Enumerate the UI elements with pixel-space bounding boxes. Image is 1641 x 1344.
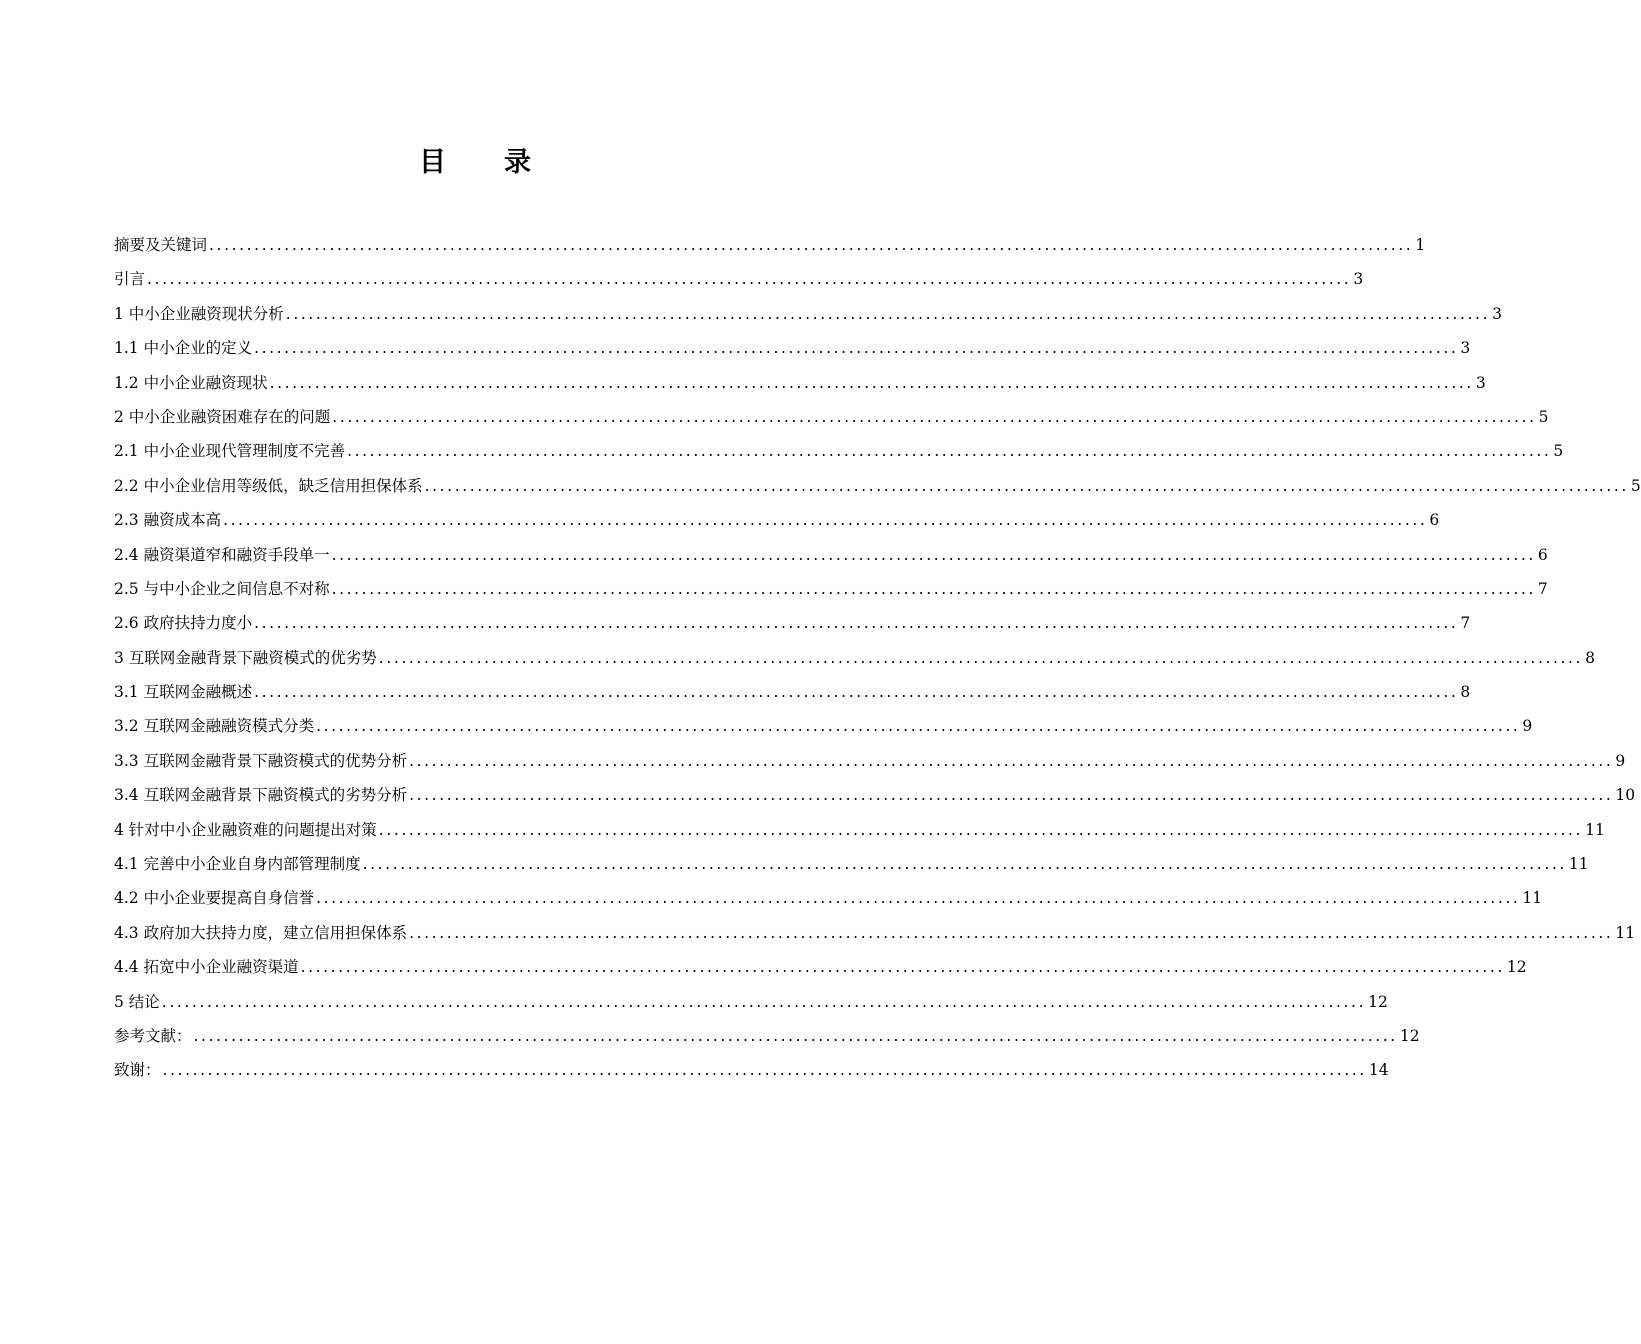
toc-entry-label: 2 中小企业融资困难存在的问题: [114, 407, 331, 426]
toc-entry-page-number: 5: [1553, 442, 1564, 461]
toc-entry-label: 2.3 融资成本高: [114, 511, 222, 530]
toc-entry-leader: ................................................................................................................................................................: [378, 820, 1584, 839]
toc-entry-page-number: 14: [1368, 1061, 1389, 1080]
toc-entry-label: 2.6 政府扶持力度小: [114, 614, 253, 633]
toc-entry-leader: ................................................................................................................................................................: [332, 407, 1537, 426]
toc-entry[interactable]: [114, 648, 1595, 682]
toc-title-char-1: 目: [419, 147, 446, 178]
toc-entry-leader: ................................................................................................................................................................: [162, 1061, 1367, 1080]
toc-entry-page-number: 10: [1615, 786, 1636, 805]
toc-entry-label: 4.4 拓宽中小企业融资渠道: [114, 958, 299, 977]
toc-entry-page-number: 6: [1429, 511, 1440, 530]
toc-entry-page-number: 1: [1415, 236, 1426, 254]
toc-entry[interactable]: [114, 820, 1605, 854]
toc-entry-page-number: 11: [1585, 820, 1605, 839]
toc-entry-label: 3.1 互联网金融概述: [114, 683, 253, 702]
toc-entry[interactable]: [114, 579, 1548, 613]
toc-entry-label: 1 中小企业融资现状分析: [114, 304, 284, 323]
toc-entry[interactable]: [114, 613, 1471, 647]
toc-entry-label: 2.5 与中小企业之间信息不对称: [114, 579, 330, 598]
toc-entry-leader: ................................................................................................................................................................: [378, 648, 1584, 667]
toc-entry-label: 2.2 中小企业信用等级低，缺乏信用担保体系: [114, 476, 423, 495]
toc-entry-page-number: 3: [1353, 270, 1364, 289]
toc-entry[interactable]: [114, 785, 1636, 819]
toc-entry[interactable]: [114, 1026, 1420, 1060]
toc-entry-label: 3 互联网金融背景下融资模式的优劣势: [114, 648, 377, 667]
toc-entry[interactable]: [114, 716, 1533, 750]
toc-entry[interactable]: [114, 854, 1589, 888]
toc-entry-page-number: 9: [1522, 717, 1533, 736]
toc-entry-page-number: 6: [1537, 545, 1548, 564]
toc-entry-label: 5 结论: [114, 992, 160, 1011]
toc-entry-label: 4.1 完善中小企业自身内部管理制度: [114, 855, 361, 874]
toc-entry-page-number: 11: [1615, 923, 1636, 942]
toc-entry-leader: ................................................................................................................................................................: [254, 614, 1459, 633]
toc-entry-page-number: 3: [1475, 373, 1486, 392]
toc-entry-leader: ................................................................................................................................................................: [347, 442, 1552, 461]
toc-entry[interactable]: [114, 476, 1641, 510]
toc-entry-page-number: 7: [1460, 614, 1471, 633]
toc-entry-label: 1.2 中小企业融资现状: [114, 373, 268, 392]
toc-entry-page-number: 8: [1460, 683, 1471, 702]
toc-entry[interactable]: [114, 545, 1548, 579]
toc-entry-leader: ................................................................................................................................................................: [193, 1026, 1398, 1045]
toc-entry[interactable]: [114, 441, 1564, 475]
toc-entry[interactable]: [114, 923, 1636, 957]
toc-entry-leader: ................................................................................................................................................................: [316, 889, 1521, 908]
toc-entry[interactable]: [114, 957, 1527, 991]
toc-entry-page-number: 3: [1492, 304, 1502, 323]
toc-entry-page-number: 7: [1537, 579, 1548, 598]
toc-entry-label: 2.4 融资渠道窄和融资手段单一: [114, 545, 330, 564]
toc-entry-leader: ................................................................................................................................................................: [254, 339, 1459, 358]
toc-entry[interactable]: [114, 510, 1440, 544]
toc-entry-page-number: 8: [1585, 648, 1595, 667]
toc-entry-leader: ................................................................................................................................................................: [331, 579, 1536, 598]
toc-entry-label: 致谢：: [114, 1061, 161, 1080]
toc-entry-page-number: 12: [1399, 1026, 1420, 1045]
toc-entry-page-number: 5: [1630, 476, 1641, 495]
toc-entry-page-number: 12: [1506, 958, 1527, 977]
toc-entry-leader: ................................................................................................................................................................: [409, 923, 1614, 942]
toc-entry-label: 3.2 互联网金融融资模式分类: [114, 717, 315, 736]
toc-entry-page-number: 11: [1568, 855, 1589, 874]
toc-entry-leader: ................................................................................................................................................................: [269, 373, 1474, 392]
toc-entry[interactable]: [114, 992, 1388, 1026]
toc-entry-label: 3.4 互联网金融背景下融资模式的劣势分析: [114, 786, 408, 805]
toc-entry-label: 参考文献：: [114, 1026, 192, 1045]
toc-entry[interactable]: [114, 888, 1543, 922]
toc-entry[interactable]: [114, 235, 1426, 269]
toc-entry-label: 4.3 政府加大扶持力度，建立信用担保体系: [114, 923, 408, 942]
toc-entry-label: 摘要及关键词: [114, 236, 208, 254]
toc-entry[interactable]: [114, 304, 1502, 338]
toc-entry-leader: ................................................................................................................................................................: [331, 545, 1536, 564]
toc-entry[interactable]: [114, 373, 1486, 407]
toc-entry[interactable]: [114, 407, 1549, 441]
toc-entry-leader: ................................................................................................................................................................: [424, 476, 1629, 495]
toc-entry-label: 引言: [114, 270, 146, 289]
toc-entry-leader: ................................................................................................................................................................: [409, 786, 1614, 805]
toc-entry[interactable]: [114, 338, 1471, 372]
toc-entry-label: 4 针对中小企业融资难的问题提出对策: [114, 820, 377, 839]
toc-entry-leader: ................................................................................................................................................................: [409, 751, 1614, 770]
toc-entry-leader: ................................................................................................................................................................: [300, 958, 1505, 977]
toc-entry[interactable]: [114, 682, 1471, 716]
toc-entry-label: 4.2 中小企业要提高自身信誉: [114, 889, 315, 908]
toc-entry-leader: ................................................................................................................................................................: [285, 304, 1491, 323]
toc-entry-leader: ................................................................................................................................................................: [316, 717, 1521, 736]
toc-entry-page-number: 3: [1460, 339, 1471, 358]
toc-entry-page-number: 11: [1522, 889, 1543, 908]
toc-entry[interactable]: [114, 1060, 1389, 1094]
toc-entry-label: 2.1 中小企业现代管理制度不完善: [114, 442, 346, 461]
toc-entry-label: 1.1 中小企业的定义: [114, 339, 253, 358]
toc-title-char-2: 录: [504, 147, 531, 178]
toc-title: [0, 140, 950, 179]
toc-entry-leader: ................................................................................................................................................................: [147, 270, 1352, 289]
table-of-contents: [114, 235, 1641, 1095]
toc-entry-page-number: 12: [1368, 992, 1388, 1011]
toc-entry-leader: ................................................................................................................................................................: [362, 855, 1567, 874]
toc-entry-page-number: 9: [1615, 751, 1626, 770]
toc-entry-leader: ................................................................................................................................................................: [254, 683, 1459, 702]
toc-entry-leader: ................................................................................................................................................................: [209, 236, 1414, 254]
toc-entry[interactable]: [114, 269, 1364, 303]
toc-entry[interactable]: [114, 751, 1626, 785]
toc-entry-leader: ................................................................................................................................................................: [223, 511, 1428, 530]
toc-entry-leader: ................................................................................................................................................................: [161, 992, 1367, 1011]
toc-entry-label: 3.3 互联网金融背景下融资模式的优势分析: [114, 751, 408, 770]
toc-entry-page-number: 5: [1538, 407, 1549, 426]
